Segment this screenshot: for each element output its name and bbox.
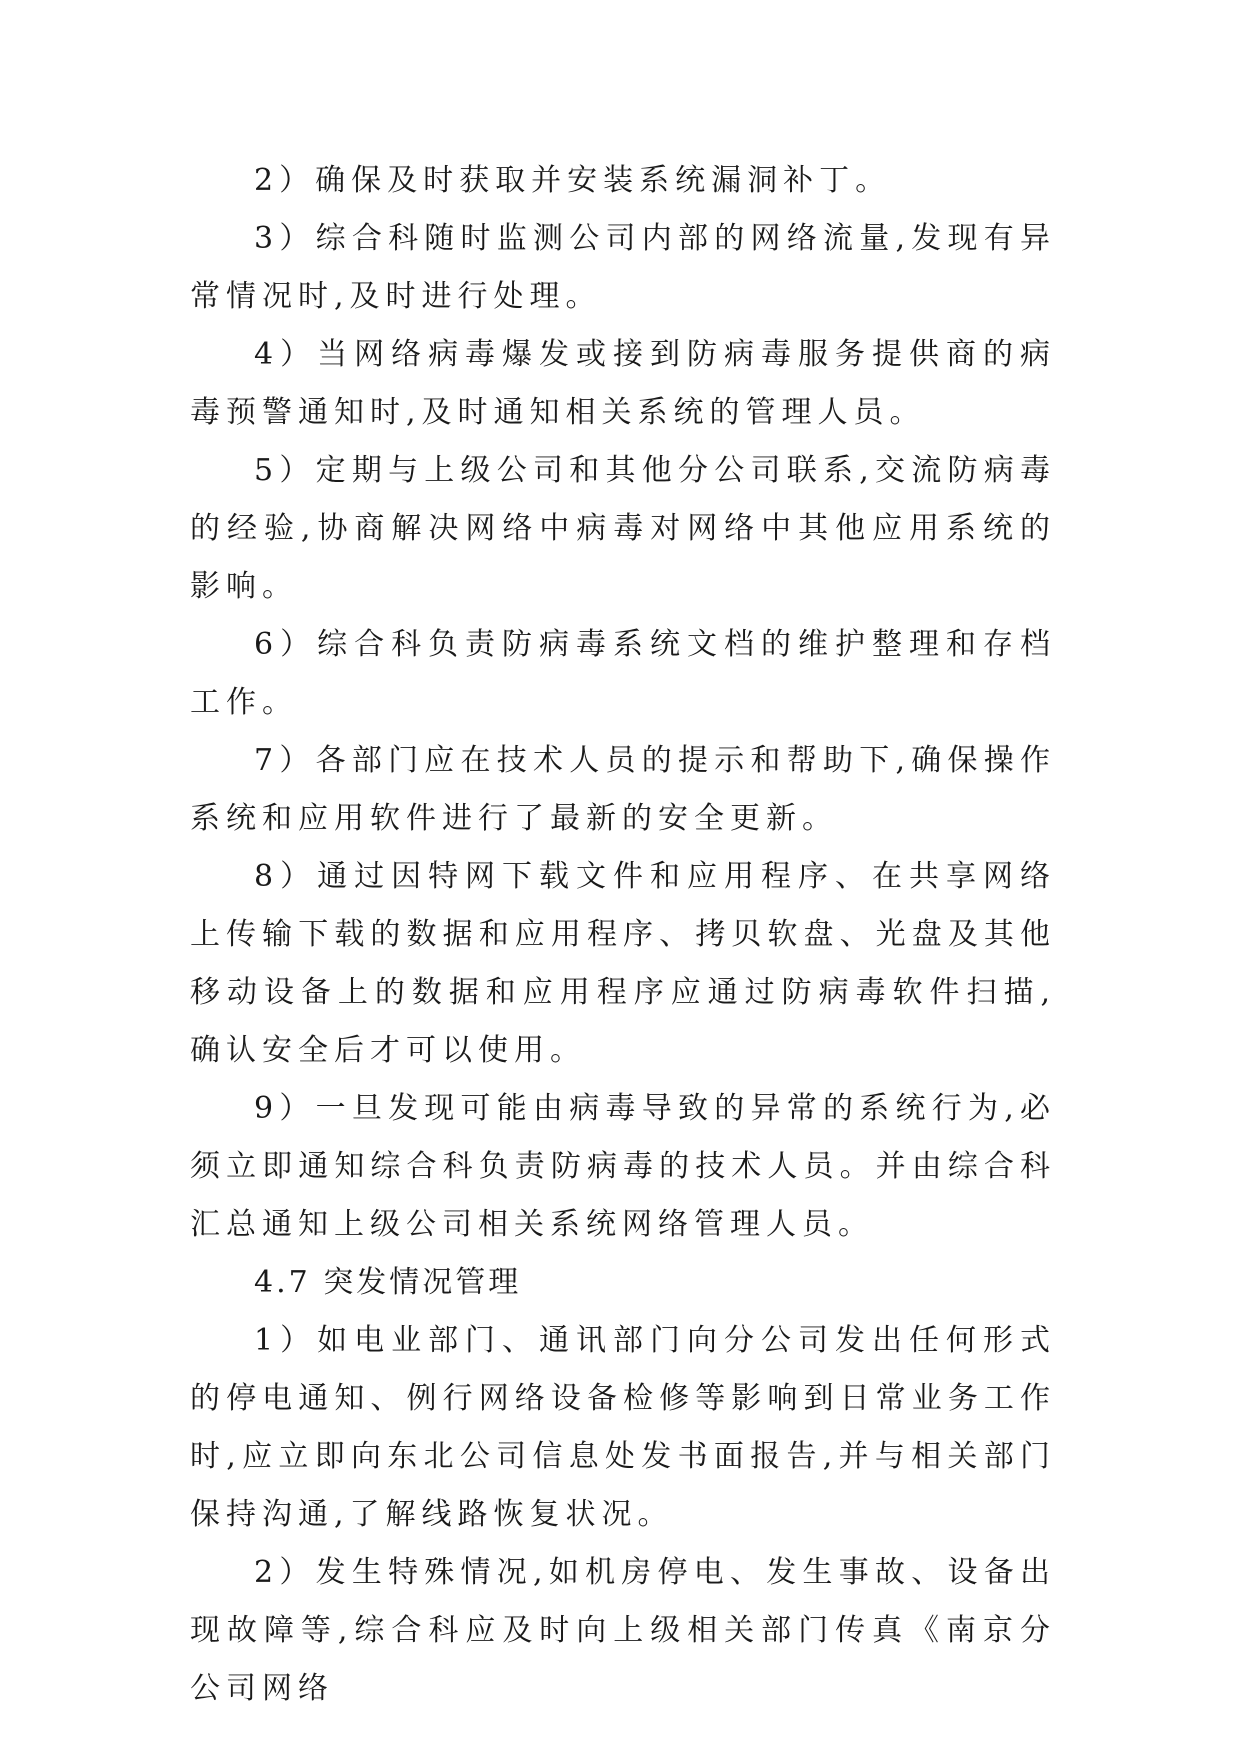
paragraph-item-6-docs: 6）综合科负责防病毒系统文档的维护整理和存档工作。 — [190, 627, 1056, 720]
section-heading: 4.7 突发情况管理 — [254, 1265, 522, 1300]
paragraph-item-8-scan: 8）通过因特网下载文件和应用程序、在共享网络上传输下载的数据和应用程序、拷贝软盘、光盘及其他移动设备上的数据和应用程序应通过防病毒软件扫描,确认安全后才可以使用。 — [190, 859, 1056, 1068]
paragraph-item-5-contact: 5）定期与上级公司和其他分公司联系,交流防病毒的经验,协商解决网络中病毒对网络中其他应用系统的影响。 — [190, 453, 1056, 604]
paragraph-item-7-updates: 7）各部门应在技术人员的提示和帮助下,确保操作系统和应用软件进行了最新的安全更新。 — [190, 743, 1056, 836]
paragraph-item-1-outage: 1）如电业部门、通讯部门向分公司发出任何形式的停电通知、例行网络设备检修等影响到日常业务工作时,应立即向东北公司信息处发书面报告,并与相关部门保持沟通,了解线路恢复状况。 — [190, 1323, 1056, 1532]
paragraph-item-4-virus-alert: 4）当网络病毒爆发或接到防病毒服务提供商的病毒预警通知时,及时通知相关系统的管理人员。 — [190, 337, 1056, 430]
paragraph-item-2-incident: 2）发生特殊情况,如机房停电、发生事故、设备出现故障等,综合科应及时向上级相关部门传真《南京分公司网络 — [190, 1555, 1056, 1706]
document-body — [190, 152, 1056, 1718]
paragraph-item-2-patch: 2）确保及时获取并安装系统漏洞补丁。 — [254, 163, 892, 198]
paragraph-item-9-notify: 9）一旦发现可能由病毒导致的异常的系统行为,必须立即通知综合科负责防病毒的技术人员。并由综合科汇总通知上级公司相关系统网络管理人员。 — [190, 1091, 1056, 1242]
paragraph-item-3-traffic: 3）综合科随时监测公司内部的网络流量,发现有异常情况时,及时进行处理。 — [190, 221, 1056, 314]
